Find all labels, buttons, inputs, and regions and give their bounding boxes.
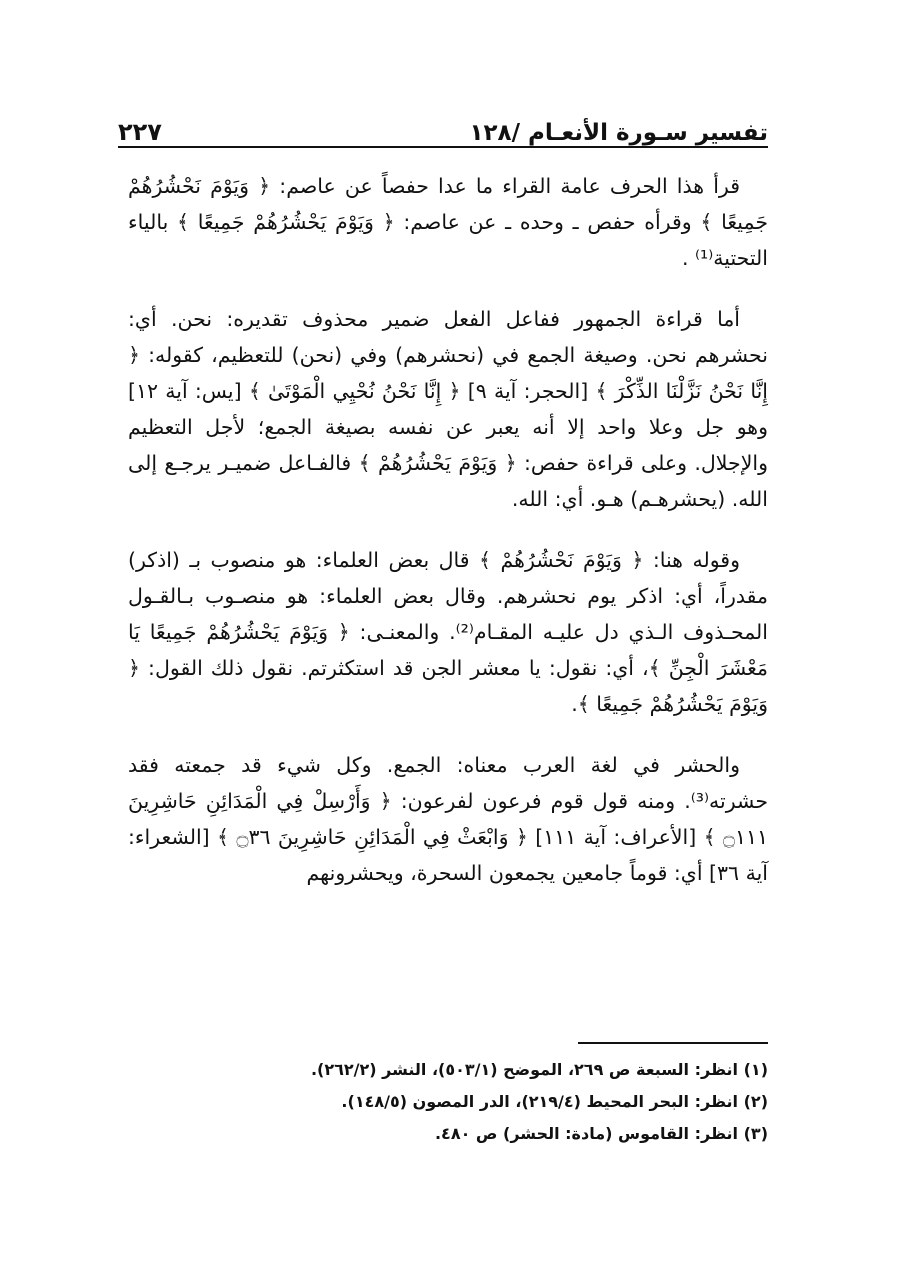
paragraph-4: والحشر في لغة العرب معناه: الجمع. وكل شيء قد جمعته فقد حشرته⁽³⁾. ومنه قول قوم فرعون لفرعون: ﴿ وَأَرْسِلْ فِي الْمَدَائِنِ حَاشِرِينَ ۝١١١ ﴾ [الأعراف: آية ١١١] ﴿ وَابْعَثْ فِي الْمَدَائِنِ حَاشِرِينَ ۝٣٦ ﴾ [الشعراء: آية ٣٦] أي: قوماً جامعين يجمعون السحرة، ويحشرونهم — [128, 753, 769, 885]
footnote-1: (١) انظر: السبعة ص ٢٦٩، الموضح (٥٠٣/١)، النشر (٢٦٢/٢). — [310, 1060, 768, 1079]
footnote-3: (٣) انظر: القاموس (مادة: الحشر) ص ٤٨٠. — [434, 1124, 768, 1143]
footnote-2: (٢) انظر: البحر المحيط (٢١٩/٤)، الدر المصون (١٤٨/٥). — [341, 1092, 768, 1111]
paragraph-3: وقوله هنا: ﴿ وَيَوْمَ نَحْشُرُهُمْ ﴾ قال بعض العلماء: هو منصوب بـ (اذكر) مقدراً، أي: اذكر يوم نحشرهم. وقال بعض العلماء: هو منصـوب بـالقـول المحـذوف الـذي دل عليـه المقـام⁽²⁾. والمعنـى: ﴿ وَيَوْمَ يَحْشُرُهُمْ جَمِيعًا يَا مَعْشَرَ الْجِنِّ ﴾، أي: نقول: يا معشر الجن قد استكثرتم. نقول ذلك القول: ﴿ وَيَوْمَ يَحْشُرُهُمْ جَمِيعًا ﴾. — [128, 548, 768, 716]
chapter-title: تفسير سـورة الأنعـام /١٢٨ — [469, 120, 768, 146]
main-text — [128, 168, 768, 916]
footnote-divider — [578, 1042, 768, 1044]
header-divider — [118, 146, 768, 148]
footnotes — [128, 1054, 768, 1150]
paragraph-2: أما قراءة الجمهور ففاعل الفعل ضمير محذوف تقديره: نحن. أي: نحشرهم نحن. وصيغة الجمع في (نحشرهم) وفي (نحن) للتعظيم، كقوله: ﴿ إِنَّا نَحْنُ نَزَّلْنَا الذِّكْرَ ﴾ [الحجر: آية ٩] ﴿ إِنَّا نَحْنُ نُحْيِي الْمَوْتَىٰ ﴾ [يس: آية ١٢] وهو جل وعلا واحد إلا أنه يعبر عن نفسه بصيغة الجمع؛ لأجل التعظيم والإجلال. وعلى قراءة حفص: ﴿ وَيَوْمَ يَحْشُرُهُمْ ﴾ فالفـاعل ضميـر يرجـع إلى الله. (يحشرهـم) هـو. أي: الله. — [128, 307, 768, 511]
page-number: ٢٢٧ — [118, 118, 162, 146]
paragraph-1: قرأ هذا الحرف عامة القراء ما عدا حفصاً عن عاصم: ﴿ وَيَوْمَ نَحْشُرُهُمْ جَمِيعًا ﴾ وقرأه حفص ـ وحده ـ عن عاصم: ﴿ وَيَوْمَ يَحْشُرُهُمْ جَمِيعًا ﴾ بالياء التحتية⁽¹⁾ . — [128, 174, 768, 270]
running-header — [118, 106, 768, 146]
